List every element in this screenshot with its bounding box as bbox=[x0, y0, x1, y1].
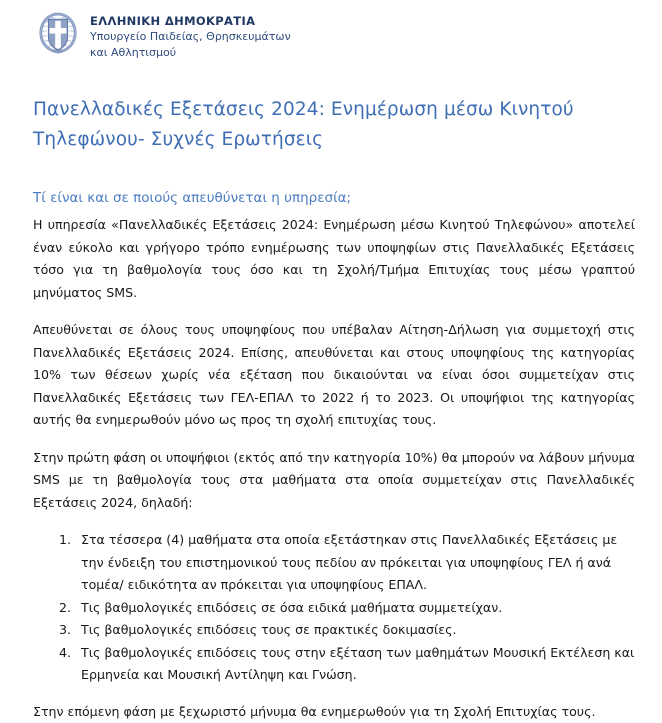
paragraph-audience: Απευθύνεται σε όλους τους υποψηφίους που υπέβαλαν Αίτηση-Δήλωση για συμμετοχή στις Πανελλαδικές Εξετάσεις 2024. Επίσης, απευθύνεται και στους υποψηφίους της κατηγορίας 10% των θέσεων χωρίς νέα εξέταση που δικαιούνται να είναι όσοι συμμετείχαν στις Πανελλαδικές Εξετάσεις των ΓΕΛ-ΕΠΑΛ το 2022 ή το 2023. Οι υποψήφιοι της κατηγορίας αυτής θα ενημερωθούν μόνο ως προς τη σχολή επιτυχίας τους. bbox=[33, 319, 635, 432]
letterhead-ministry-line-1: Υπουργείο Παιδείας, Θρησκευμάτων bbox=[90, 29, 291, 45]
letterhead-ministry-line-2: και Αθλητισμού bbox=[90, 45, 291, 61]
list-item: Στα τέσσερα (4) μαθήματα στα οποία εξετάστηκαν στις Πανελλαδικές Εξετάσεις με την ένδειξη του επιστημονικού τους πεδίου αν πρόκειται για υποψηφίους ΓΕΛ ή ανά τομέα/ ειδικότητα αν πρόκειται για υποψηφίους ΕΠΑΛ. bbox=[81, 529, 635, 597]
sms-content-list bbox=[33, 529, 635, 687]
greek-coat-of-arms-icon bbox=[38, 12, 78, 56]
letterhead bbox=[38, 12, 291, 60]
list-item: Τις βαθμολογικές επιδόσεις σε όσα ειδικά μαθήματα συμμετείχαν. bbox=[81, 597, 635, 620]
section-heading-what-is-it: Τί είναι και σε ποιούς απευθύνεται η υπηρεσία; bbox=[33, 189, 635, 208]
page-title: Πανελλαδικές Εξετάσεις 2024: Ενημέρωση μέσω Κινητού Τηλεφώνου- Συχνές Ερωτήσεις bbox=[33, 95, 635, 155]
list-item: Τις βαθμολογικές επιδόσεις τους στην εξέταση των μαθημάτων Μουσική Εκτέλεση και Ερμηνεία και Μουσική Αντίληψη και Γνώση. bbox=[81, 642, 635, 687]
letterhead-text-block bbox=[90, 12, 291, 60]
paragraph-next-phase: Στην επόμενη φάση με ξεχωριστό μήνυμα θα ενημερωθούν για τη Σχολή Επιτυχίας τους. bbox=[33, 701, 635, 723]
paragraph-service-description: Η υπηρεσία «Πανελλαδικές Εξετάσεις 2024: Ενημέρωση μέσω Κινητού Τηλεφώνου» αποτελεί έναν εύκολο και γρήγορο τρόπο ενημέρωσης των υποψηφίων στις Πανελλαδικές Εξετάσεις τόσο για τη βαθμολογία τους όσο και τη Σχολή/Τμήμα Επιτυχίας τους μέσω γραπτού μηνύματος SMS. bbox=[33, 214, 635, 304]
document-content bbox=[33, 95, 635, 723]
list-item: Τις βαθμολογικές επιδόσεις τους σε πρακτικές δοκιμασίες. bbox=[81, 619, 635, 642]
paragraph-first-phase: Στην πρώτη φάση οι υποψήφιοι (εκτός από την κατηγορία 10%) θα μπορούν να λάβουν μήνυμα SMS με τη βαθμολογία τους στα μαθήματα στα οποία συμμετείχαν στις Πανελλαδικές Εξετάσεις 2024, δηλαδή: bbox=[33, 447, 635, 515]
letterhead-republic-title: ΕΛΛΗΝΙΚΗ ΔΗΜΟΚΡΑΤΙΑ bbox=[90, 14, 291, 29]
